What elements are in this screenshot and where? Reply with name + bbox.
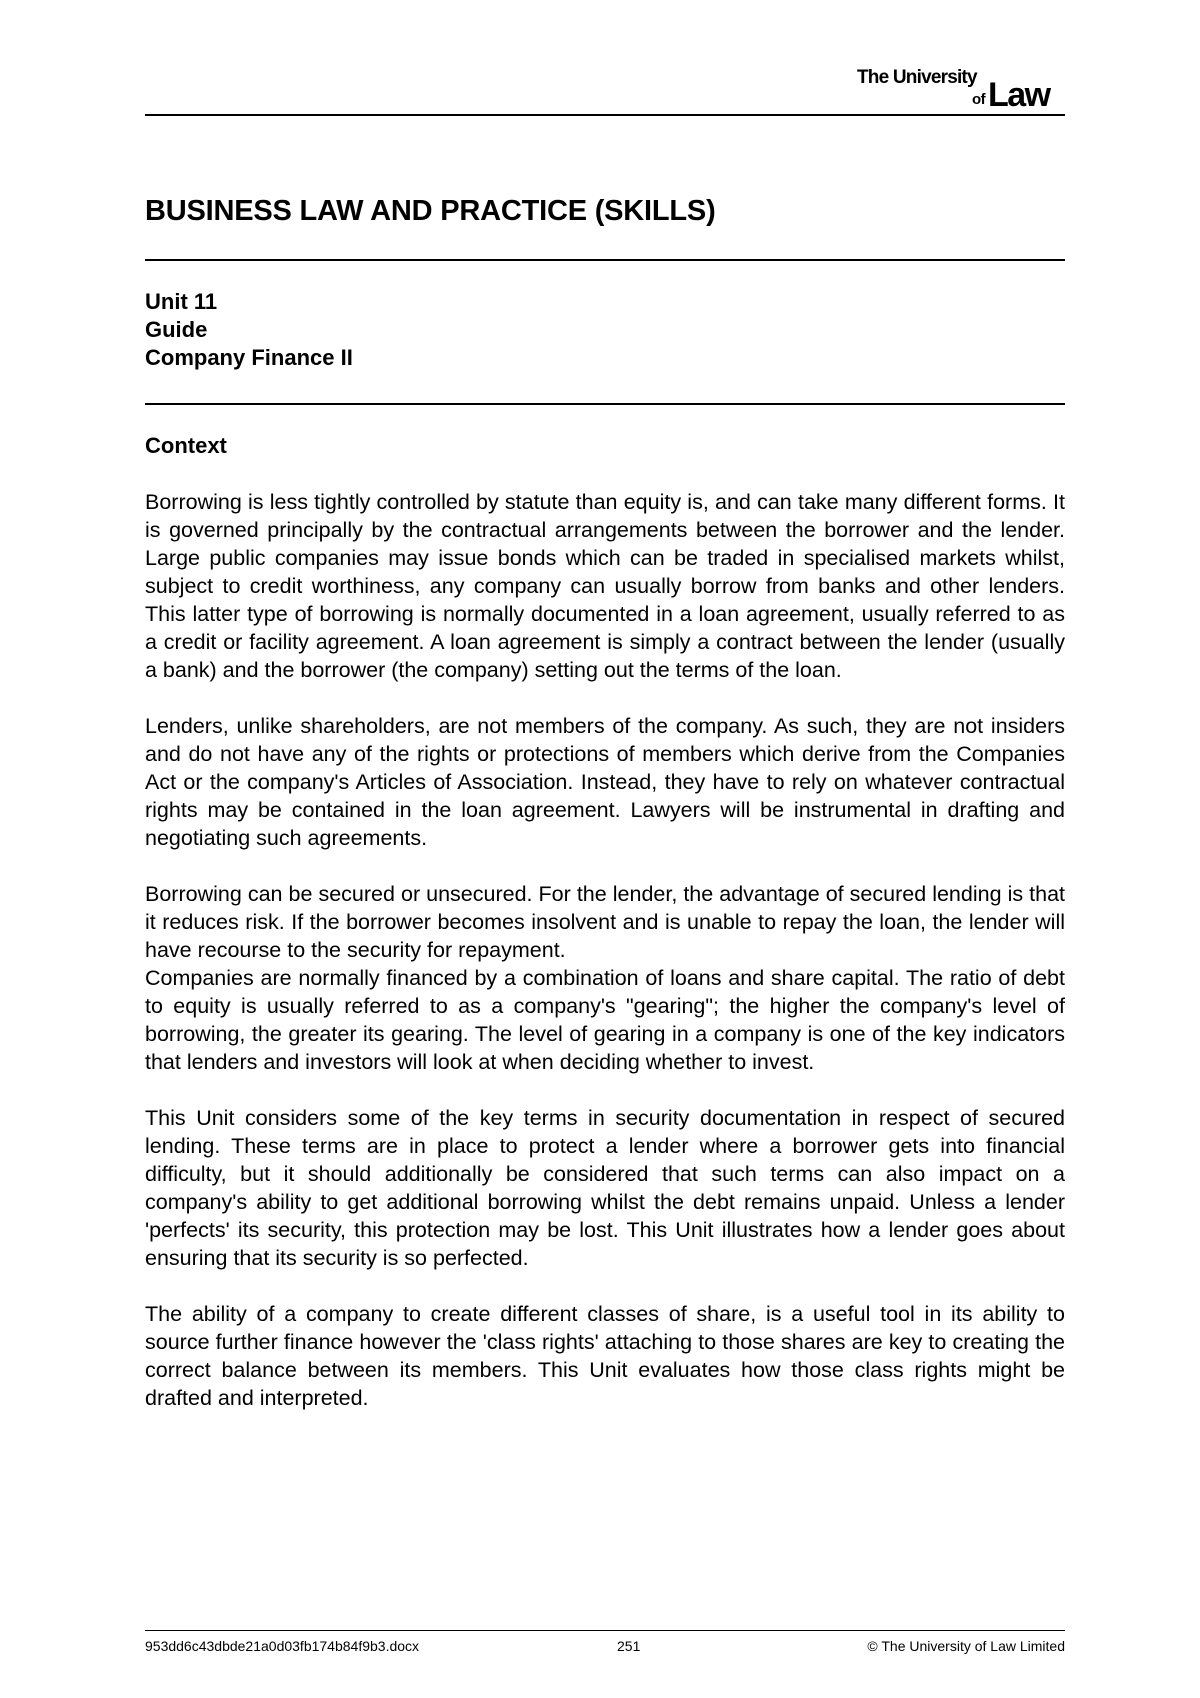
section-heading-context: Context — [145, 433, 227, 458]
header-divider — [145, 114, 1065, 116]
document-title: BUSINESS LAW AND PRACTICE (SKILLS) — [145, 195, 716, 227]
unit-divider — [145, 403, 1065, 405]
footer-copyright: © The University of Law Limited — [867, 1638, 1065, 1654]
svg-text:of: of — [972, 91, 986, 108]
paragraph: Companies are normally financed by a combination of loans and share capital. The ratio of debt to equity is usually referred to as a company's "gearing"; the higher the company's level of borrowing, the greater its gearing. The level of gearing in a company is one of the key indicators that lenders and investors will look at when deciding whether to invest. — [145, 966, 1065, 1074]
unit-subject: Company Finance II — [145, 345, 353, 370]
paragraph: The ability of a company to create different classes of share, is a useful tool in its ability to source further finance however the 'class rights' attaching to those shares are key to creating the correct balance between its members. This Unit evaluates how those class rights might be drafted and interpreted. — [145, 1302, 1065, 1410]
title-divider — [145, 259, 1065, 261]
svg-text:Law: Law — [988, 76, 1050, 110]
document-page — [145, 0, 1065, 1698]
svg-text:The University: The University — [857, 67, 977, 88]
paragraph: This Unit considers some of the key terms in security documentation in respect of secured lending. These terms are in place to protect a lender where a borrower gets into financial difficulty, but it should additionally be considered that such terms can also impact on a company's ability to get additional borrowing whilst the debt remains unpaid. Unless a lender 'perfects' its security, this protection may be lost. This Unit illustrates how a lender goes about ensuring that its security is so perfected. — [145, 1106, 1065, 1270]
footer-page-number: 251 — [617, 1638, 641, 1654]
paragraph: Borrowing is less tightly controlled by statute than equity is, and can take many different forms. It is governed principally by the contractual arrangements between the borrower and the lender. Large public companies may issue bonds which can be traded in specialised markets whilst, subject to credit worthiness, any company can usually borrow from banks and other lenders. This latter type of borrowing is normally documented in a loan agreement, usually referred to as a credit or facility agreement. A loan agreement is simply a contract between the lender (usually a bank) and the borrower (the company) setting out the terms of the loan. — [145, 490, 1065, 682]
paragraph: Lenders, unlike shareholders, are not members of the company. As such, they are not insiders and do not have any of the rights or protections of members which derive from the Companies Act or the company's Articles of Association. Instead, they have to rely on whatever contractual rights may be contained in the loan agreement. Lawyers will be instrumental in drafting and negotiating such agreements. — [145, 714, 1065, 850]
unit-info — [145, 288, 353, 372]
university-logo — [855, 66, 1065, 110]
document-type: Guide — [145, 317, 208, 342]
page-footer — [145, 1636, 1065, 1656]
university-of-law-logo-icon — [855, 66, 1065, 110]
context-body — [145, 488, 1065, 1440]
footer-filename: 953dd6c43dbde21a0d03fb174b84f9b3.docx — [145, 1638, 420, 1654]
paragraph: Borrowing can be secured or unsecured. For the lender, the advantage of secured lending is that it reduces risk. If the borrower becomes insolvent and is unable to repay the loan, the lender will have recourse to the security for repayment. — [145, 882, 1065, 962]
unit-number: Unit 11 — [145, 289, 218, 314]
footer-divider — [145, 1630, 1065, 1631]
